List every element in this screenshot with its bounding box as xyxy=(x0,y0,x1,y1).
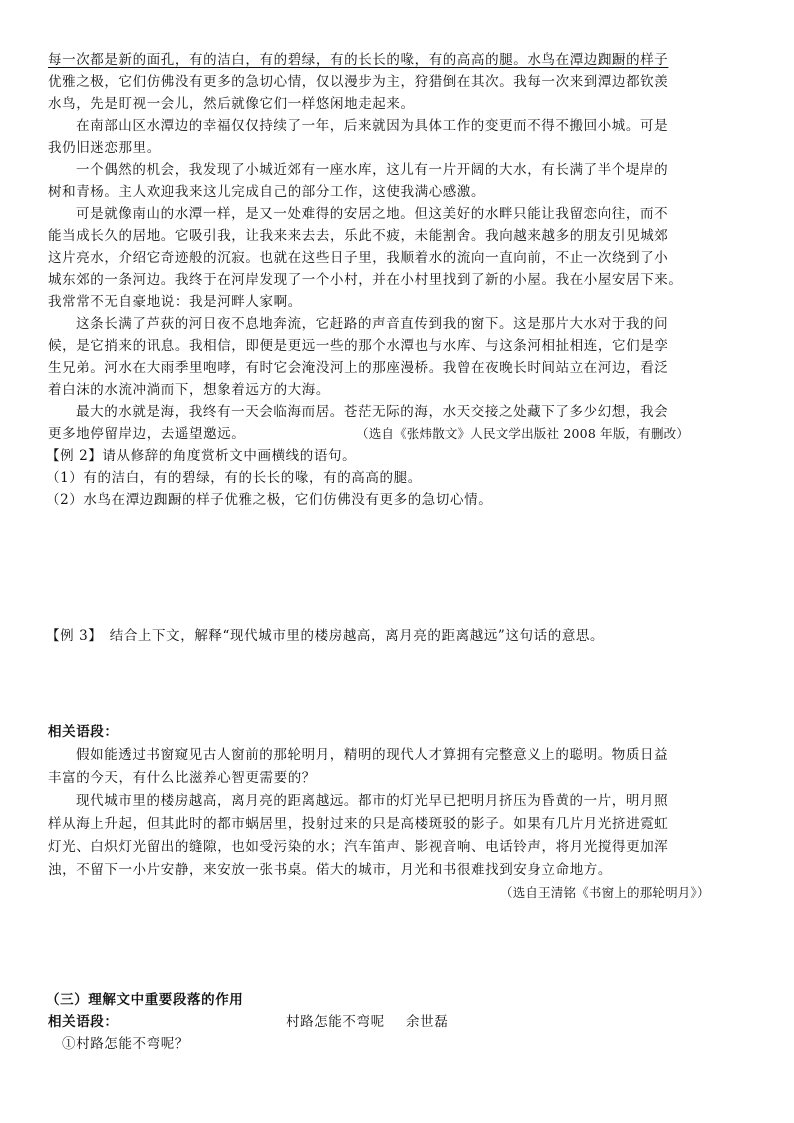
passage1-line-3: 水鸟，先是盯视一会儿，然后就像它们一样悠闲地走起来。 xyxy=(48,96,415,112)
passage1-line-6: 一个偶然的机会，我发现了小城近郊有一座水库，这儿有一片开阔的大水，有长满了半个堤岸的 xyxy=(76,162,669,178)
passage1-line-11: 城东郊的一条河边。我终于在河岸发现了一个小村，并在小村里找到了新的小屋。我在小屋安居下来。 xyxy=(48,272,683,288)
passage1-line-12: 我常常不无自豪地说：我是河畔人家啊。 xyxy=(48,294,302,310)
example2-question-2: （2）水鸟在潭边踟蹰的样子优雅之极，它们仿佛没有更多的急切心情。 xyxy=(46,492,493,508)
passage1-line-4: 在南部山区水潭边的幸福仅仅持续了一年，后来就因为具体工作的变更而不得不搬回小城。可是 xyxy=(76,118,669,134)
passage1-line-8: 可是就像南山的水潭一样，是又一处难得的安居之地。但这美好的水畔只能让我留恋向往，而不 xyxy=(76,206,669,222)
passage1-line-17: 最大的水就是海，我终有一天会临海而居。苍茫无际的海，水天交接之处藏下了多少幻想，我会 xyxy=(76,404,669,420)
passage1-line-2: 优雅之极，它们仿佛没有更多的急切心情，仅以漫步为主，狩猎倒在其次。我每一次来到潭边都钦羡 xyxy=(48,74,669,90)
passage1-line-1 xyxy=(48,50,668,70)
passage1-line-15: 生兄弟。河水在大雨季里咆哮，有时它会淹没河上的那座漫桥。我曾在夜晚长时间站立在河边，看泛 xyxy=(48,360,669,376)
passage2-line-4: 样从海上升起，但其此时的都市蜗居里，投射过来的只是高楼斑驳的影子。如果有几片月光挤进霓虹 xyxy=(48,816,669,832)
passage2-line-3: 现代城市里的楼房越高，离月亮的距离越远。都市的灯光早已把明月挤压为昏黄的一片，明月照 xyxy=(76,793,669,809)
passage1-line-10: 这片亮水，介绍它奇迹般的沉寂。也就在这些日子里，我顺着水的流向一直向前，不止一次绕到了小 xyxy=(48,250,669,266)
passage1-line-13: 这条长满了芦荻的河日夜不息地奔流，它赶路的声音直传到我的窗下。这是那片大水对于我的问 xyxy=(76,316,669,332)
passage1-line-7: 树和青杨。主人欢迎我来这儿完成自己的部分工作，这使我满心感激。 xyxy=(48,184,486,200)
passage2-heading: 相关语段： xyxy=(48,724,119,740)
section3-heading: 相关语段： xyxy=(48,1014,119,1030)
passage1-line-9: 能当成长久的居地。它吸引我，让我来来去去，乐此不疲，未能割舍。我向越来越多的朋友引见城郊 xyxy=(48,228,669,244)
essay-title: 村路怎能不弯呢 xyxy=(286,1014,385,1030)
example2-question-1: （1）有的洁白，有的碧绿，有的长长的喙，有的高高的腿。 xyxy=(46,470,422,486)
passage1-line-18: 更多地停留岸边，去遥望邀远。 xyxy=(48,426,246,442)
example3-prompt: 【例 3】 结合上下文，解释“现代城市里的楼房越高，离月亮的距离越远”这句话的意思。 xyxy=(46,628,605,644)
passage2-line-5: 灯光、白炽灯光留出的缝隙，也如受污染的水；汽车笛声、影视音响、电话铃声，将月光搅得更加浑 xyxy=(48,839,669,855)
section3-item-1: ①村路怎能不弯呢？ xyxy=(62,1036,189,1052)
section3-title: （三）理解文中重要段落的作用 xyxy=(46,992,244,1008)
example2-prompt: 【例 2】请从修辞的角度赏析文中画横线的语句。 xyxy=(46,448,357,464)
passage2-line-2: 丰富的今天，有什么比滋养心智更需要的？ xyxy=(48,770,316,786)
passage2-line-6: 浊，不留下一小片安静，来安放一张书桌。偌大的城市，月光和书很难找到安身立命地方。 xyxy=(48,862,612,878)
passage1-line-16: 着白沫的水流冲淌而下，想象着远方的大海。 xyxy=(48,382,330,398)
passage1-line-5: 我仍旧迷恋那里。 xyxy=(48,140,161,156)
passage2-line-1: 假如能透过书窗窥见古人窗前的那轮明月，精明的现代人才算拥有完整意义上的聪明。物质日益 xyxy=(76,747,669,763)
essay-author: 余世磊 xyxy=(406,1014,449,1030)
underlined-sentence-1: 每一次都是新的面孔，有的洁白，有的碧绿，有的长长的喙，有的高高的腿。水鸟在潭边踟蹰的样子 xyxy=(48,52,669,68)
passage2-source: （选自王清铭《书窗上的那轮明月》） xyxy=(500,885,710,900)
passage1-line-14: 候，是它捎来的讯息。我相信，即便是更远一些的那个水潭也与水库、与这条河相扯相连，它们是孪 xyxy=(48,338,669,354)
passage1-source: （选自《张炜散文》人民文学出版社 2008 年版，有删改） xyxy=(356,426,690,441)
